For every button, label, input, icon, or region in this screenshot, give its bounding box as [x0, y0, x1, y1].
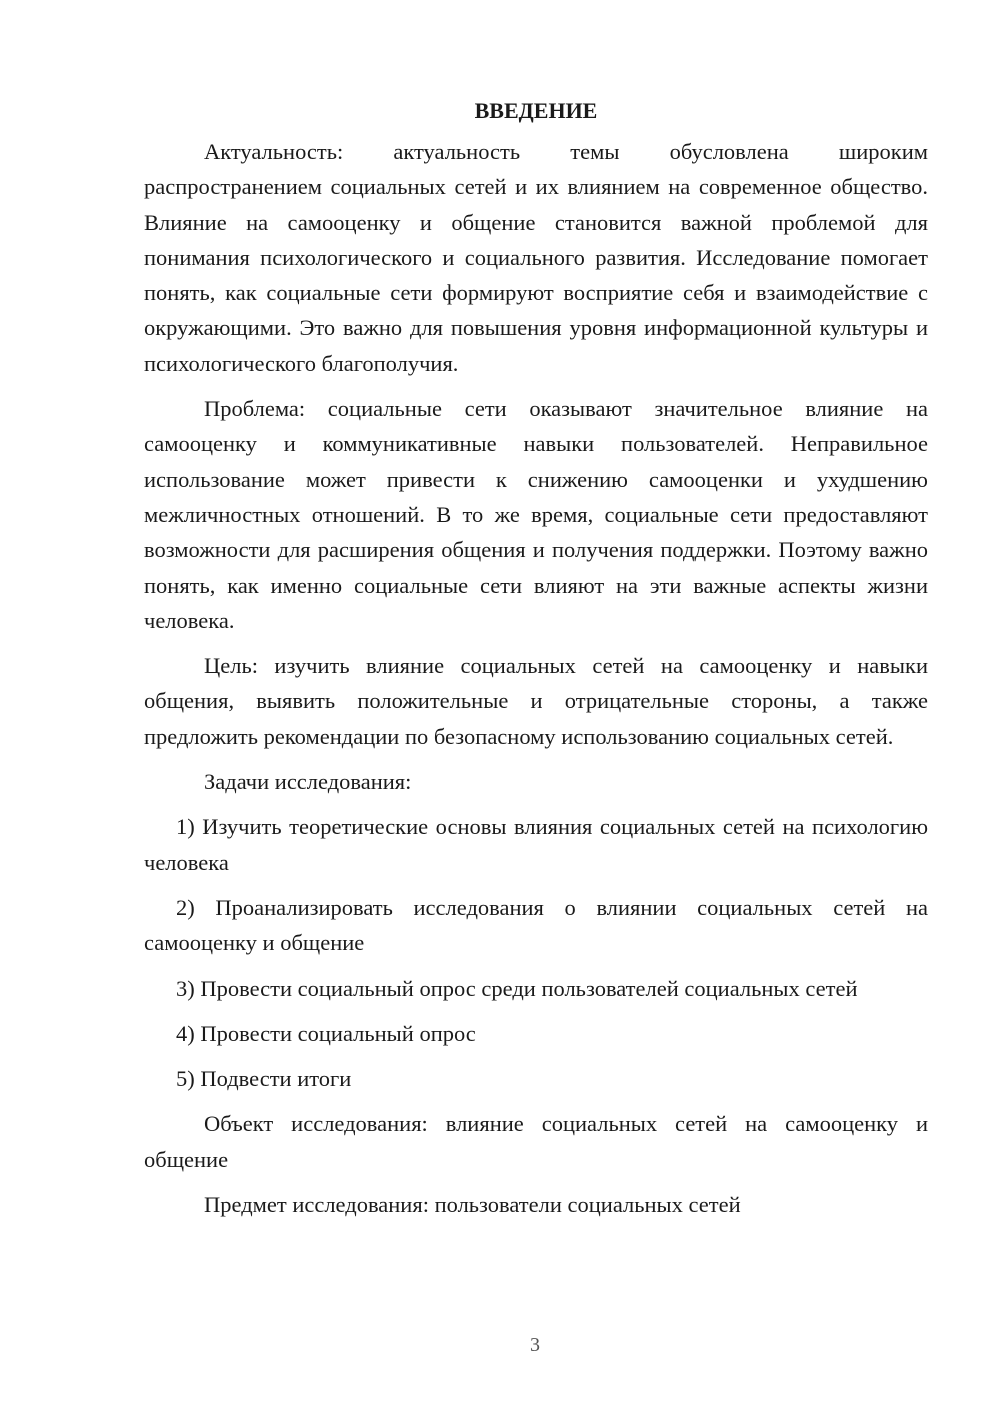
page-title: ВВЕДЕНИЕ	[474, 98, 598, 123]
task-item-4: 4) Провести социальный опрос	[176, 1020, 476, 1046]
tasks-heading: Задачи исследования:	[204, 769, 412, 795]
paragraph-object: Объект исследования: влияние социальных сетей на самооценку и общение	[144, 1111, 928, 1172]
paragraph-relevance: Актуальность: актуальность темы обусловлена широким распространением социальных сетей и их влиянием на современное общество. Влияние на самооценку и общение становится важной проблемой для понимания психологического и социального развития. Исследование помогает понять, как социальные сети формируют восприятие себя и взаимодействие с окружающими. Это важно для повышения уровня информационной культуры и психологического благополучия.	[144, 139, 928, 376]
task-item-2: 2) Проанализировать исследования о влиянии социальных сетей на самооценку и общение	[144, 894, 928, 956]
task-item-1: 1) Изучить теоретические основы влияния социальных сетей на психологию человека	[144, 814, 928, 875]
page-number: 3	[530, 1334, 540, 1356]
paragraph-problem: Проблема: социальные сети оказывают значительное влияние на самооценку и коммуникативные навыки пользователей. Неправильное использование может привести к снижению самооценки и ухудшению межличностных отношений. В то же время, социальные сети предоставляют возможности для расширения общения и получения поддержки. Поэтому важно понять, как именно социальные сети влияют на эти важные аспекты жизни человека.	[144, 396, 928, 633]
document-page	[144, 96, 928, 1232]
task-item-3: 3) Провести социальный опрос среди пользователей социальных сетей	[176, 975, 858, 1001]
paragraph-goal: Цель: изучить влияние социальных сетей на самооценку и навыки общения, выявить положительные и отрицательные стороны, а также предложить рекомендации по безопасному использованию социальных сетей.	[144, 653, 928, 749]
paragraph-subject: Предмет исследования: пользователи социальных сетей	[204, 1192, 741, 1218]
task-item-5: 5) Подвести итоги	[176, 1066, 352, 1092]
